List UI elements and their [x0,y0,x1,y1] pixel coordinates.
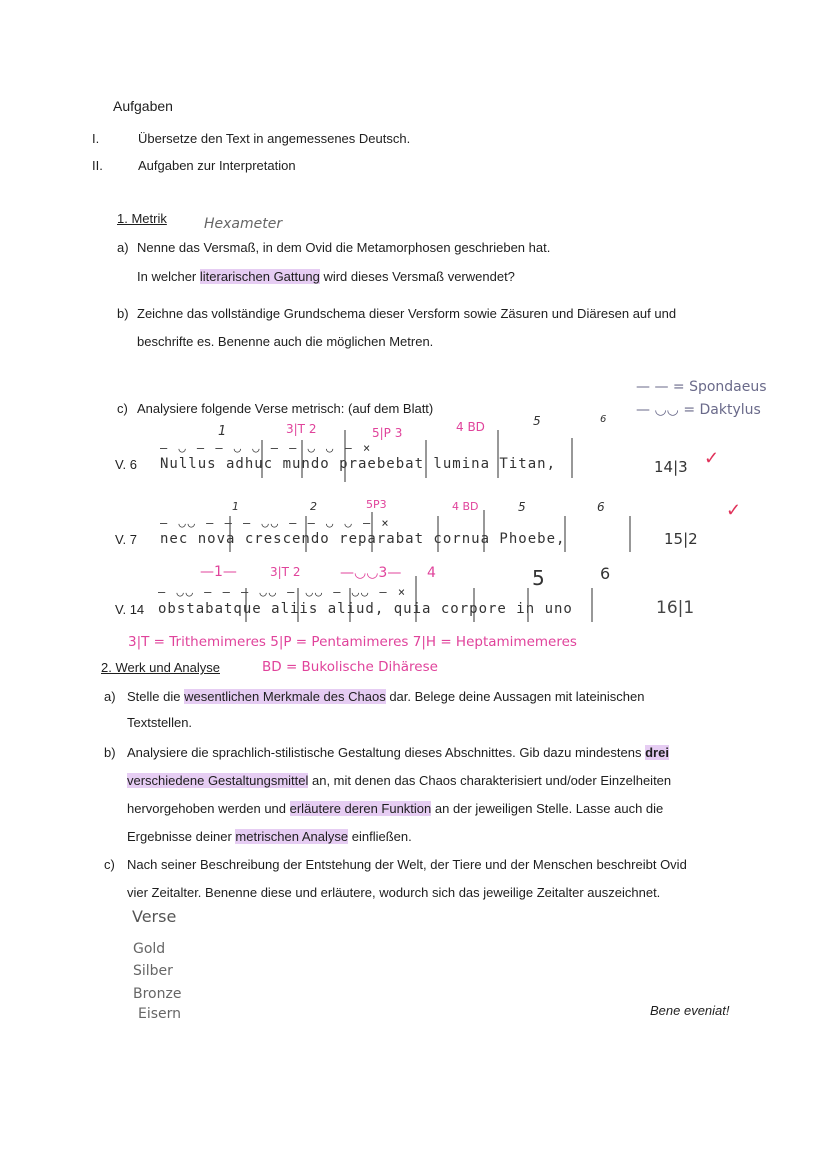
section1-title: 1. Metrik [117,211,167,226]
s2b2-highlight: verschiedene Gestaltungsmittel [127,773,309,788]
handwritten-age-5: Eisern [138,1006,182,1022]
section1-c-label: c) [117,401,128,416]
v6-foot-4: 4 BD [456,420,485,434]
v7-checkmark-icon: ✓ [726,500,742,520]
v6-foot-5: 5 [533,414,541,428]
closing-text: Bene eveniat! [650,1003,730,1018]
s2b2-post: an, mit denen das Chaos charakterisiert und/oder Einzelheiten [308,773,672,788]
v6-checkmark-icon: ✓ [704,448,720,468]
a-line2-post: wird dieses Versmaß verwendet? [319,269,515,284]
v6-foot-1: 1 [218,424,227,439]
s2a-highlight: wesentlichen Merkmale des Chaos [184,689,386,704]
task-i-number: I. [92,131,100,146]
section1-a-line1: Nenne das Versmaß, in dem Ovid die Metamorphosen geschrieben hat. [137,240,551,255]
s2b4-pre: Ergebnisse deiner [127,829,236,844]
handwritten-age-2: Gold [133,941,166,957]
v6-foot-3: 5|P 3 [372,426,403,440]
section2-b-line2 [127,773,671,788]
v14-foot-6: 6 [600,564,611,583]
s2b4-post: einfließen. [348,829,412,844]
v14-foot-4: 4 [427,565,436,581]
v14-note: 16|1 [656,598,695,618]
section2-b-line1 [127,745,669,760]
v6-foot-2: 3|T 2 [286,422,317,436]
section2-b-line4 [127,829,412,844]
section2-c-label: c) [104,857,115,872]
v14-metric-marks: — ◡◡ — — — ◡◡ — ◡◡ — ◡◡ — × [158,585,408,599]
v14-foot-5: 5 [532,566,545,590]
s2a-pre: Stelle die [127,689,185,704]
section2-a-line2: Textstellen. [127,715,193,730]
v14-foot-3: —◡◡3— [340,565,402,581]
s2a-post: dar. Belege deine Aussagen mit lateinischen [385,689,645,704]
section2-title: 2. Werk und Analyse [101,660,220,675]
v7-note: 15|2 [664,530,698,548]
v6-number: V. 6 [115,457,137,472]
abbreviations-line1: 3|T = Trithemimeres 5|P = Pentamimeres 7|H = Heptamimemeres [128,634,577,650]
v6-note: 14|3 [654,458,688,476]
v7-text: nec nova crescendo reparabat cornua Phoebe, [160,531,566,547]
v6-metric-marks: — ◡ — — ◡ ◡ — — ◡ ◡ — × [160,441,373,455]
v7-foot-3: 5P3 [366,498,387,511]
v7-metric-marks: — ◡◡ — — — ◡◡ — — ◡ ◡ — × [160,516,391,530]
handwritten-age-3: Silber [133,963,173,979]
section1-b-label: b) [117,306,129,321]
section1-b-line1: Zeichne das vollständige Grundschema dieser Versform sowie Zäsuren und Diäresen auf und [137,306,677,321]
v6-text: Nullus adhuc mundo praebebat lumina Titan, [160,456,557,472]
legend-daktylus: — ◡◡ = Daktylus [636,402,761,418]
v14-number: V. 14 [115,602,145,617]
v7-foot-1: 1 [232,500,239,513]
v14-foot-1: —1— [200,564,237,580]
task-ii-number: II. [92,158,103,173]
task-i-text: Übersetze den Text in angemessenes Deutsch. [138,131,411,146]
a-line2-highlight: literarischen Gattung [199,269,320,284]
s2b3-pre: hervorgehoben werden und [127,801,290,816]
section2-c-line2: vier Zeitalter. Benenne diese und erläutere, wodurch sich das jeweilige Zeitalter auszeichnet. [127,885,661,900]
handwritten-hexameter: Hexameter [204,216,283,232]
v7-foot-2: 2 [310,500,317,513]
v14-foot-2: 3|T 2 [270,565,301,579]
s2b4-highlight: metrischen Analyse [235,829,349,844]
section1-a-label: a) [117,240,129,255]
section2-a-line1 [127,689,644,704]
s2b3-post: an der jeweiligen Stelle. Lasse auch die [431,801,664,816]
section2-c-line1: Nach seiner Beschreibung der Entstehung der Welt, der Tiere und der Menschen beschreibt Ovid [127,857,687,872]
handwritten-age-1: Verse [132,907,177,926]
a-line2-pre: In welcher [137,269,200,284]
v7-number: V. 7 [115,532,137,547]
v7-foot-6: 6 [597,500,605,514]
handwritten-age-4: Bronze [133,986,182,1002]
section1-b-line2: beschrifte es. Benenne auch die möglichen Metren. [137,334,434,349]
section2-b-label: b) [104,745,116,760]
section1-c-text: Analysiere folgende Verse metrisch: (auf dem Blatt) [137,401,434,416]
v14-text: obstabatque aliis aliud, quia corpore in uno [158,601,573,617]
legend-spondaeus: — — = Spondaeus [636,379,767,395]
s2b1-highlight: drei [645,745,669,760]
s2b1-pre: Analysiere die sprachlich-stilistische Gestaltung dieses Abschnittes. Gib dazu mindestens [127,745,646,760]
v7-foot-5: 5 [518,500,526,514]
v7-foot-4: 4 BD [452,500,479,513]
s2b3-highlight: erläutere deren Funktion [289,801,432,816]
v6-foot-6: 6 [600,414,607,425]
section2-b-line3 [127,801,663,816]
section2-a-label: a) [104,689,116,704]
task-ii-text: Aufgaben zur Interpretation [138,158,296,173]
page-heading: Aufgaben [113,98,173,114]
abbreviations-line2: BD = Bukolische Dihärese [262,659,438,675]
